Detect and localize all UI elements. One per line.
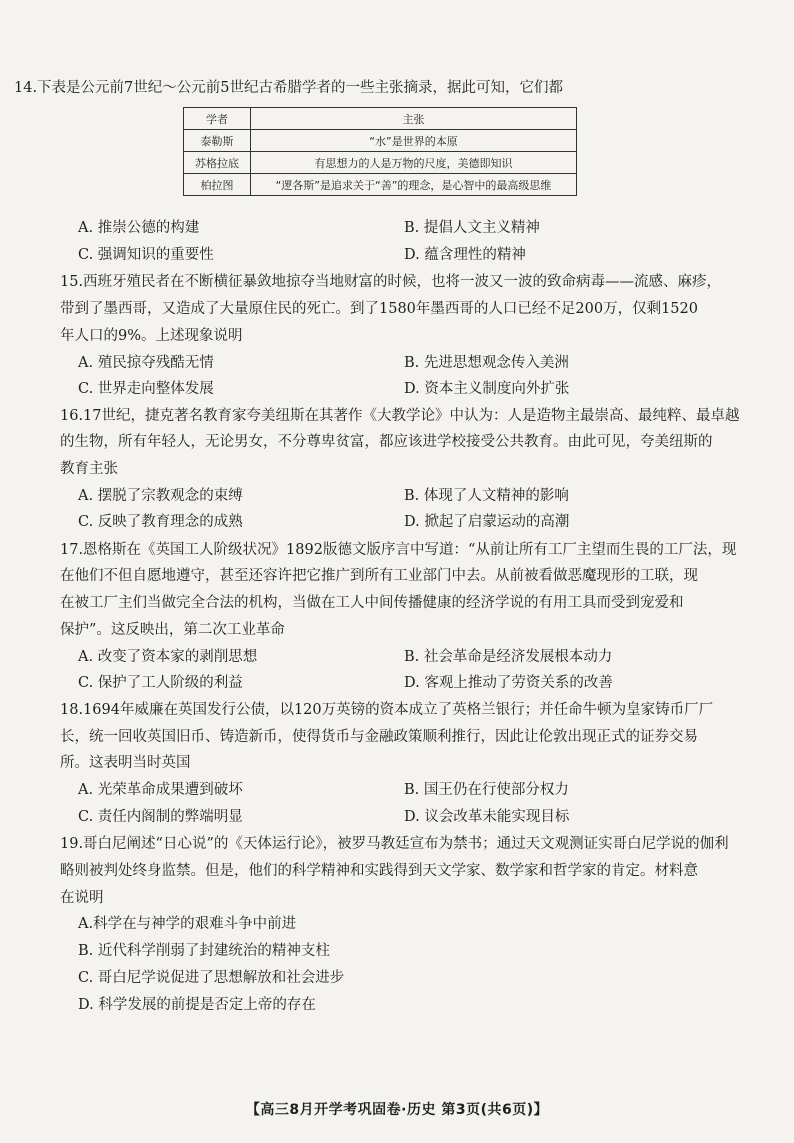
- q17-option-c: C. 保护了工人阶级的利益: [78, 675, 243, 691]
- q18-option-a: A. 光荣革命成果遭到破坏: [78, 782, 243, 798]
- q19-option-c: C. 哥白尼学说促进了思想解放和社会进步: [78, 970, 345, 986]
- q14-option-b: B. 提倡人文主义精神: [404, 220, 540, 236]
- question-17-line-4: 保护”。这反映出，第二次工业革命: [60, 622, 285, 638]
- table-cell: “逻各斯”是追求关于“善”的理念，是心智中的最高级思维: [251, 174, 577, 196]
- q14-option-a: A. 推崇公德的构建: [78, 220, 200, 236]
- q15-option-b: B. 先进思想观念传入美洲: [404, 355, 569, 371]
- q16-option-c: C. 反映了教育理念的成熟: [78, 514, 243, 530]
- question-17-line-3: 在被工厂主们当做完全合法的机构，当做在工人中间传播健康的经济学说的有用工具而受到宠爱和: [60, 595, 684, 611]
- q15-option-d: D. 资本主义制度向外扩张: [404, 381, 570, 397]
- question-19-line-3: 在说明: [60, 890, 104, 906]
- q17-option-b: B. 社会革命是经济发展根本动力: [404, 649, 613, 665]
- question-19-line-1: 19.哥白尼阐述“日心说”的《天体运行论》，被罗马教廷宣布为禁书；通过天文观测证实哥白尼学说的伽利: [60, 836, 729, 852]
- question-18-line-2: 长，统一回收英国旧币、铸造新币，使得货币与金融政策顺利推行，因此让伦敦出现正式的证券交易: [60, 729, 698, 745]
- q19-option-d: D. 科学发展的前提是否定上帝的存在: [78, 997, 316, 1013]
- page-footer: 【高三8月开学考巩固卷·历史 第3页(共6页)】: [245, 1102, 549, 1118]
- question-17-line-1: 17.恩格斯在《英国工人阶级状况》1892版德文版序言中写道：“从前让所有工厂主望而生畏的工厂法，现: [60, 542, 737, 558]
- table-row: [184, 152, 577, 174]
- q18-option-d: D. 议会改革未能实现目标: [404, 809, 570, 825]
- table-header-scholar: 学者: [184, 108, 251, 130]
- q19-option-a: A.科学在与神学的艰难斗争中前进: [78, 916, 297, 932]
- q14-option-d: D. 蕴含理性的精神: [404, 247, 526, 263]
- q18-option-c: C. 责任内阁制的弊端明显: [78, 809, 243, 825]
- question-17-line-2: 在他们不但自愿地遵守，甚至还容许把它推广到所有工业部门中去。从前被看做恶魔现形的工联，现: [60, 568, 698, 584]
- question-15-line-3: 年人口的9%。上述现象说明: [60, 328, 243, 344]
- question-18-line-3: 所。这表明当时英国: [60, 755, 191, 771]
- q18-option-b: B. 国王仍在行使部分权力: [404, 782, 569, 798]
- table-cell: 泰勒斯: [184, 130, 251, 152]
- question-16-line-3: 教育主张: [60, 461, 118, 477]
- table-row: [184, 130, 577, 152]
- question-14-stem: 14.下表是公元前7世纪～公元前5世纪古希腊学者的一些主张摘录，据此可知，它们都: [14, 80, 564, 96]
- q17-option-a: A. 改变了资本家的剥削思想: [78, 649, 258, 665]
- table-header-row: [184, 108, 577, 130]
- q14-option-c: C. 强调知识的重要性: [78, 247, 214, 263]
- table-cell: 柏拉图: [184, 174, 251, 196]
- table-cell: “水”是世界的本原: [251, 130, 577, 152]
- question-18-line-1: 18.1694年威廉在英国发行公债，以120万英镑的资本成立了英格兰银行；并任命牛顿为皇家铸币厂厂: [60, 702, 714, 718]
- table-header-claim: 主张: [251, 108, 577, 130]
- question-15-line-1: 15.西班牙殖民者在不断横征暴敛地掠夺当地财富的时候，也将一波又一波的致命病毒——流感、麻疹，: [60, 274, 722, 290]
- table-cell: 苏格拉底: [184, 152, 251, 174]
- q17-option-d: D. 客观上推动了劳资关系的改善: [404, 675, 613, 691]
- q16-option-d: D. 掀起了启蒙运动的高潮: [404, 514, 570, 530]
- q19-option-b: B. 近代科学削弱了封建统治的精神支柱: [78, 943, 330, 959]
- scholars-table: [183, 107, 577, 196]
- q15-option-a: A. 殖民掠夺残酷无情: [78, 355, 214, 371]
- table-cell: 有思想力的人是万物的尺度，美德即知识: [251, 152, 577, 174]
- question-16-line-1: 16.17世纪，捷克著名教育家夸美纽斯在其著作《大教学论》中认为：人是造物主最崇高、最纯粹、最卓越: [60, 408, 740, 424]
- q16-option-a: A. 摆脱了宗教观念的束缚: [78, 488, 243, 504]
- q15-option-c: C. 世界走向整体发展: [78, 381, 214, 397]
- q16-option-b: B. 体现了人文精神的影响: [404, 488, 569, 504]
- table-row: [184, 174, 577, 196]
- question-15-line-2: 带到了墨西哥，又造成了大量原住民的死亡。到了1580年墨西哥的人口已经不足200万，仅剩1520: [60, 301, 698, 317]
- question-16-line-2: 的生物，所有年轻人，无论男女，不分尊卑贫富，都应该进学校接受公共教育。由此可见，夸美纽斯的: [60, 434, 713, 450]
- question-19-line-2: 略则被判处终身监禁。但是，他们的科学精神和实践得到天文学家、数学家和哲学家的肯定。材料意: [60, 863, 698, 879]
